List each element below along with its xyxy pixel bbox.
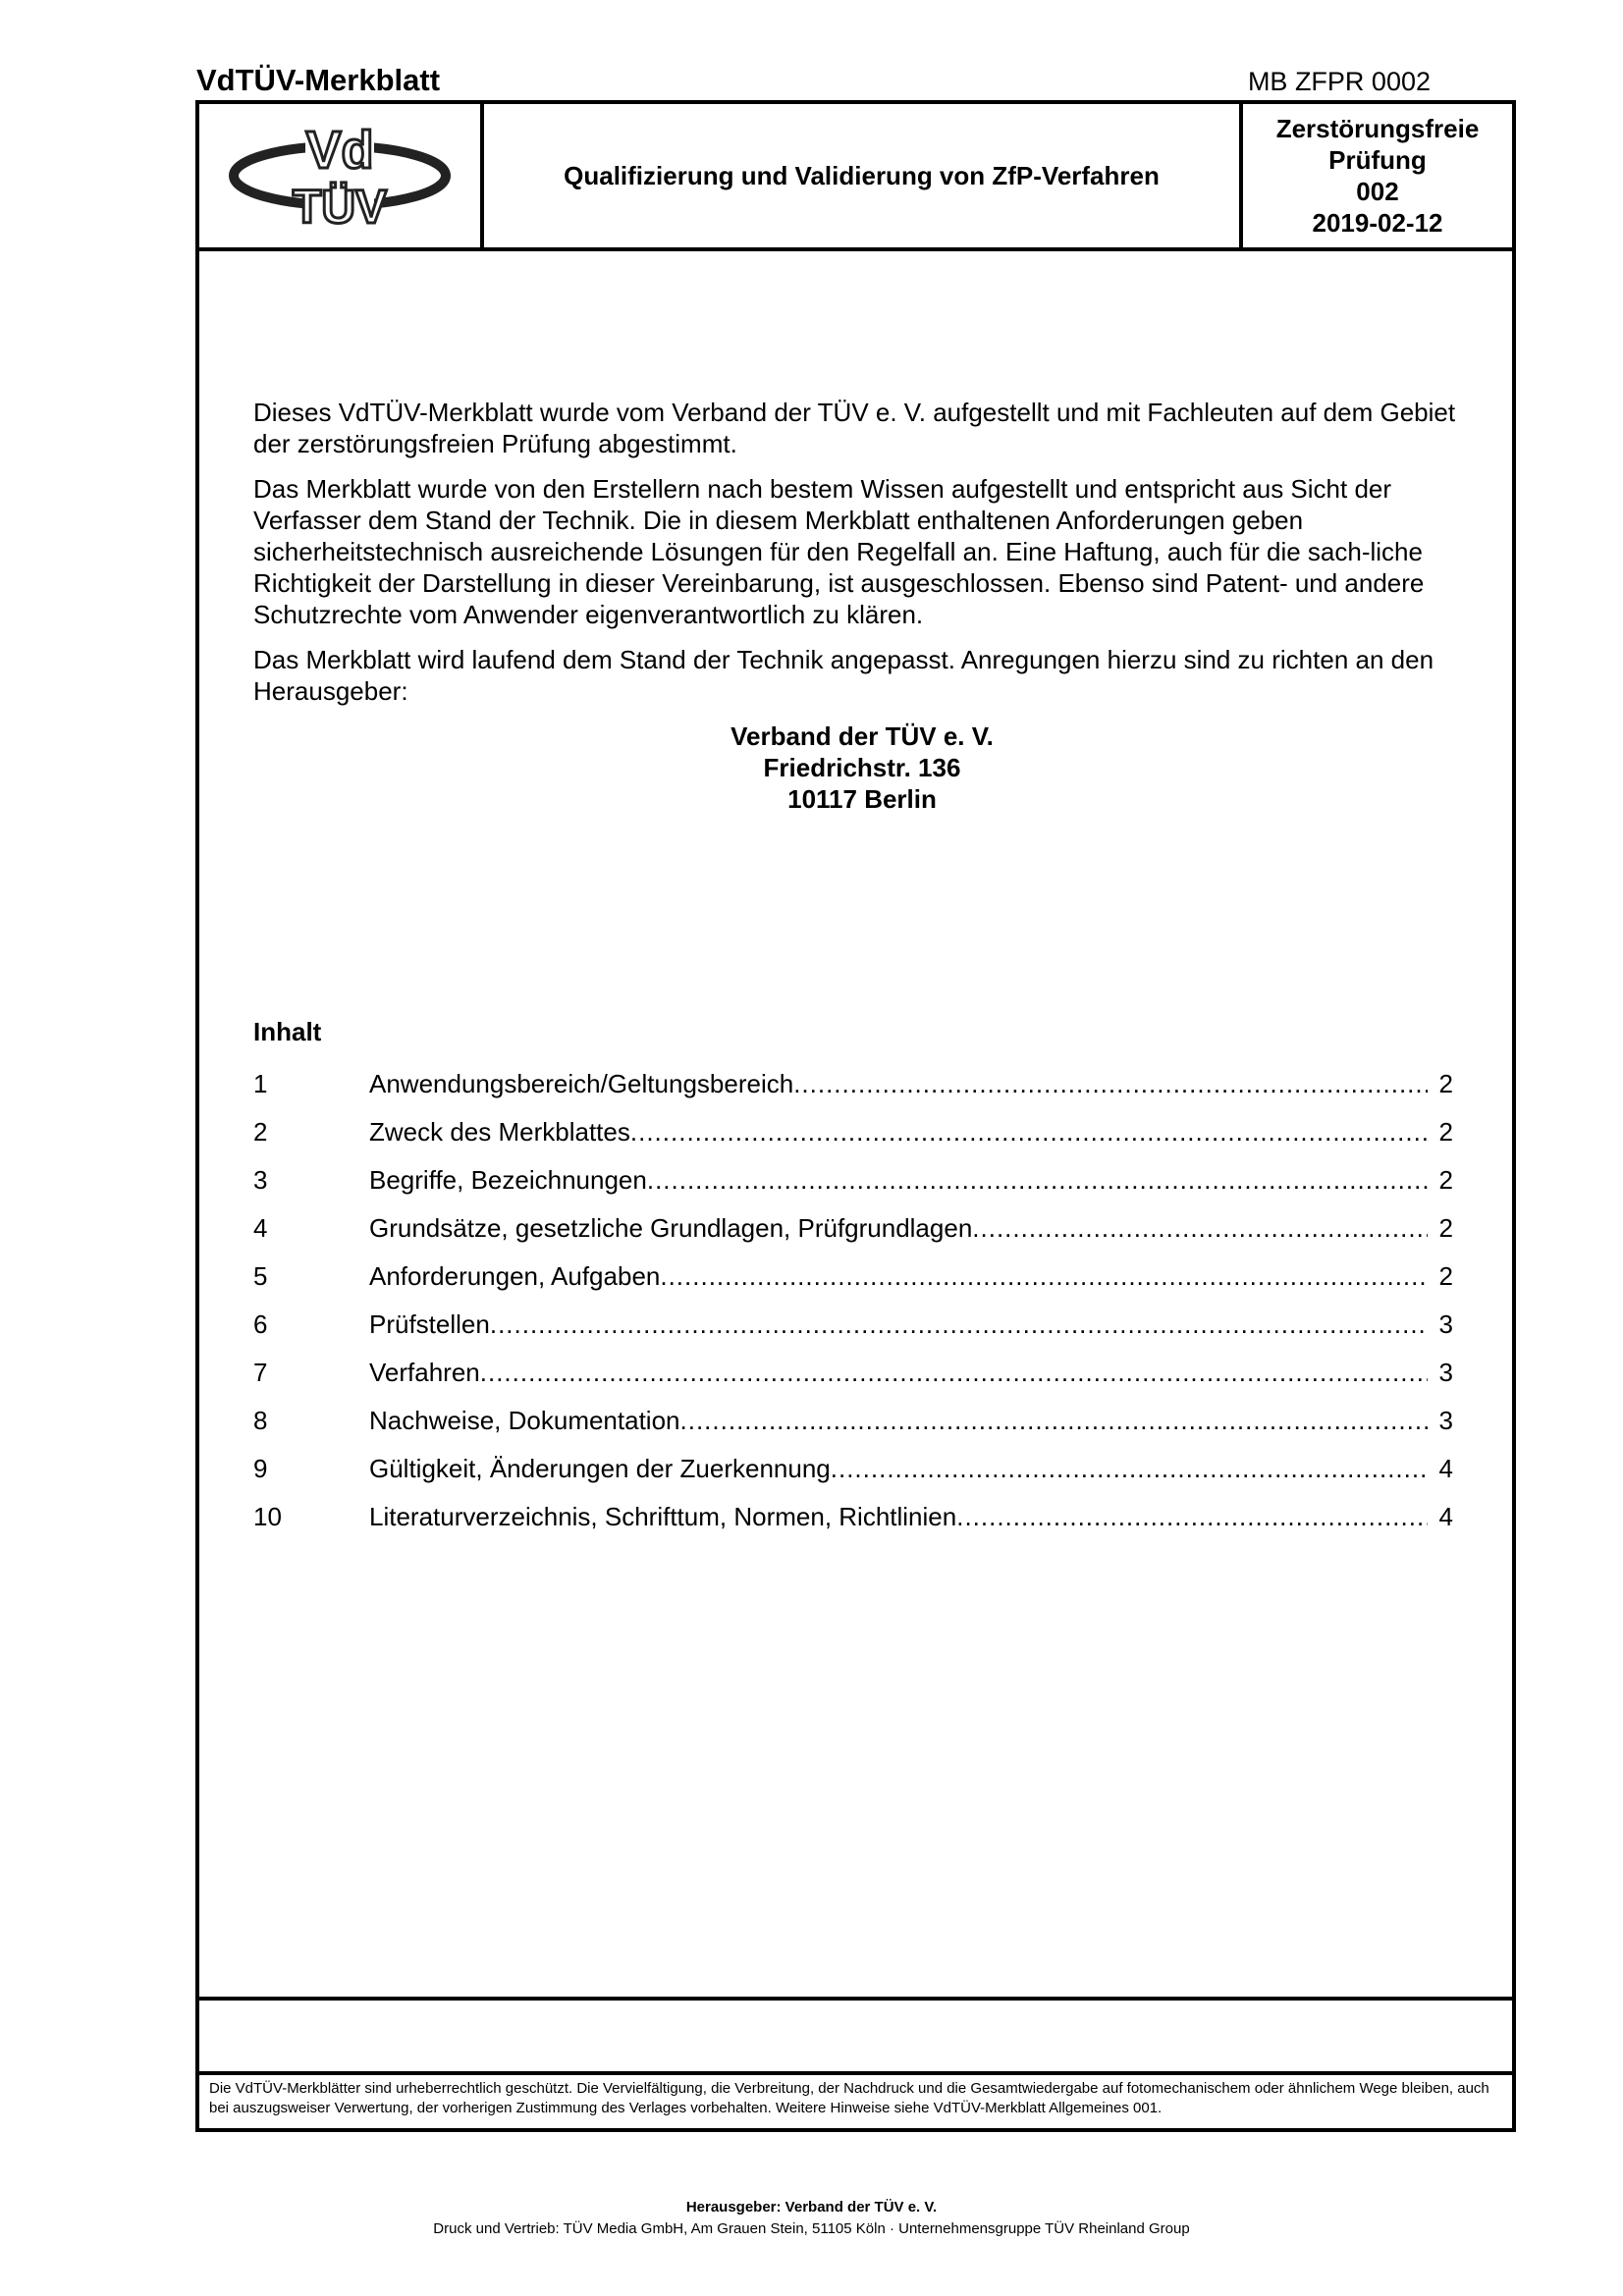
blank-frame xyxy=(195,1997,1516,2075)
toc-number: 6 xyxy=(253,1309,268,1339)
toc-page: 4 xyxy=(1438,1454,1453,1483)
toc-label: Anwendungsbereich/Geltungsbereich xyxy=(369,1069,794,1098)
intro-section xyxy=(253,397,1471,815)
toc-entry[interactable] xyxy=(253,1213,1453,1261)
toc-entry[interactable] xyxy=(253,1117,1453,1165)
intro-paragraph-1: Dieses VdTÜV-Merkblatt wurde vom Verband der TÜV e. V. aufgestellt und mit Fachleuten auf dem Gebiet der zerstörungsfreien Prüfung abgestimmt. xyxy=(253,398,1456,458)
meta-line-1: Zerstörungsfreie xyxy=(1275,114,1480,143)
toc-page: 2 xyxy=(1438,1213,1453,1243)
toc-leader xyxy=(680,1406,1429,1436)
table-of-contents xyxy=(253,1017,1453,1550)
toc-entry[interactable] xyxy=(253,1261,1453,1309)
toc-entry[interactable] xyxy=(253,1454,1453,1502)
meta-line-2: Prüfung xyxy=(1328,145,1427,175)
toc-leader xyxy=(480,1358,1428,1388)
toc-label: Grundsätze, gesetzliche Grundlagen, Prüfgrundlagen xyxy=(369,1213,973,1243)
toc-label: Gültigkeit, Änderungen der Zuerkennung xyxy=(369,1454,831,1483)
toc-number: 3 xyxy=(253,1165,268,1195)
toc-leader xyxy=(972,1213,1428,1244)
toc-label: Literaturverzeichnis, Schrifttum, Normen, Richtlinien xyxy=(369,1502,957,1531)
logo-text-top: Vd xyxy=(305,121,374,180)
address-line-1: Verband der TÜV e. V. xyxy=(730,721,994,751)
document-number: MB ZFPR 0002 xyxy=(1247,67,1431,96)
toc-leader xyxy=(956,1502,1428,1532)
toc-entry[interactable] xyxy=(253,1069,1453,1117)
toc-label: Nachweise, Dokumentation xyxy=(369,1406,680,1435)
toc-label: Begriffe, Bezeichnungen xyxy=(369,1165,647,1195)
toc-label: Zweck des Merkblattes xyxy=(369,1117,630,1147)
toc-page: 3 xyxy=(1438,1406,1453,1435)
toc-page: 2 xyxy=(1438,1069,1453,1098)
header-table xyxy=(195,100,1516,251)
toc-entry[interactable] xyxy=(253,1358,1453,1406)
distribution-line: Druck und Vertrieb: TÜV Media GmbH, Am Grauen Stein, 51105 Köln · Unternehmensgruppe TÜV Rheinland Group xyxy=(433,2220,1190,2237)
toc-leader xyxy=(793,1069,1428,1099)
toc-page: 3 xyxy=(1438,1358,1453,1387)
toc-page: 3 xyxy=(1438,1309,1453,1339)
toc-leader xyxy=(831,1454,1428,1484)
address-line-3: 10117 Berlin xyxy=(787,784,937,814)
meta-line-3: 002 xyxy=(1356,177,1399,206)
toc-title: Inhalt xyxy=(253,1017,322,1046)
intro-paragraph-2: Das Merkblatt wurde von den Erstellern nach bestem Wissen aufgestellt und entspricht aus Sicht der Verfasser dem Stand der Technik. Die in diesem Merkblatt enthaltenen Anforderungen geben sicherheitstechnisch ausreichende Lösungen für den Regelfall an. Eine Haftung, auch für die sach-liche Richtigkeit der Darstellung in dieser Vereinbarung, ist ausgeschlossen. Ebenso sind Patent- und andere Schutzrechte vom Anwender eigenverantwortlich zu klären. xyxy=(253,474,1425,629)
address-line-2: Friedrichstr. 136 xyxy=(763,753,961,782)
toc-entry[interactable] xyxy=(253,1309,1453,1358)
meta-line-4: 2019-02-12 xyxy=(1312,208,1443,238)
intro-paragraph-3: Das Merkblatt wird laufend dem Stand der Technik angepasst. Anregungen hierzu sind zu richten an den Herausgeber: xyxy=(253,645,1434,706)
toc-number: 7 xyxy=(253,1358,268,1387)
document-title: Qualifizierung und Validierung von ZfP-Verfahren xyxy=(484,104,1243,247)
document-meta xyxy=(1243,104,1512,247)
toc-page: 4 xyxy=(1438,1502,1453,1531)
toc-label: Verfahren xyxy=(369,1358,480,1387)
toc-leader xyxy=(630,1117,1428,1148)
toc-number: 8 xyxy=(253,1406,268,1435)
copyright-notice: Die VdTÜV-Merkblätter sind urheberrechtlich geschützt. Die Vervielfältigung, die Verbreitung, der Nachdruck und die Gesamtwiedergabe auf fotomechanischem oder ähnlichem Wege bleiben, auch bei auszugsweiser Verwertung, der vorherigen Zustimmung des Verlages vorbehalten. Weitere Hinweise siehe VdTÜV-Merkblatt Allgemeines 001. xyxy=(195,2071,1516,2132)
toc-number: 5 xyxy=(253,1261,268,1291)
toc-number: 2 xyxy=(253,1117,268,1147)
logo-cell xyxy=(199,104,484,247)
toc-label: Prüfstellen xyxy=(369,1309,490,1339)
toc-entry[interactable] xyxy=(253,1406,1453,1454)
toc-page: 2 xyxy=(1438,1117,1453,1147)
toc-number: 10 xyxy=(253,1502,282,1531)
toc-number: 9 xyxy=(253,1454,268,1483)
toc-leader xyxy=(660,1261,1428,1292)
toc-entry[interactable] xyxy=(253,1165,1453,1213)
toc-entry[interactable] xyxy=(253,1502,1453,1550)
vdtuev-logo xyxy=(227,117,453,235)
publisher-address xyxy=(253,721,1471,815)
toc-page: 2 xyxy=(1438,1165,1453,1195)
toc-leader xyxy=(490,1309,1428,1340)
document-type: VdTÜV-Merkblatt xyxy=(196,63,441,97)
logo-text-bottom: TÜV xyxy=(293,182,387,234)
toc-number: 4 xyxy=(253,1213,268,1243)
toc-leader xyxy=(647,1165,1428,1196)
toc-number: 1 xyxy=(253,1069,268,1098)
toc-label: Anforderungen, Aufgaben xyxy=(369,1261,661,1291)
publisher-line: Herausgeber: Verband der TÜV e. V. xyxy=(685,2199,938,2216)
toc-page: 2 xyxy=(1438,1261,1453,1291)
